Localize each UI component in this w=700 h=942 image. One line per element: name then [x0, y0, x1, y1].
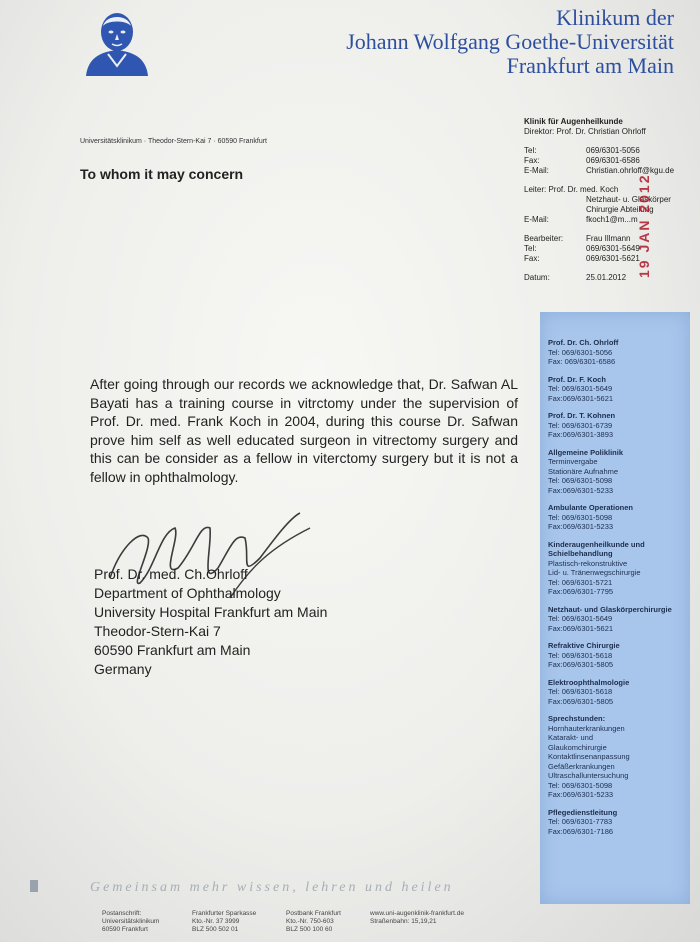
signature-block: [94, 565, 327, 679]
sidebar-group-line: Gefäßerkrankungen: [548, 761, 615, 771]
sidebar-group-line: Tel: 069/6301-5618: [548, 650, 613, 660]
sidebar-group-line: Fax:069/6301-5233: [548, 522, 614, 531]
sidebar-group-line: Tel: 069/6301-7783: [548, 817, 613, 826]
sidebar-group-line: Tel: 069/6301-6739: [548, 420, 613, 430]
sidebar-group-line: Tel: 069/6301-5649: [548, 614, 613, 623]
contact-row: Fax: 069/6301-6586: [524, 156, 640, 165]
leiter-line: Leiter: Prof. Dr. med. Koch: [524, 185, 619, 194]
sidebar-group-line: Fax:069/6301-7186: [548, 826, 614, 836]
institution-line: Klinikum der: [556, 5, 674, 30]
sidebar-group-line: Fax:069/6301-3893: [548, 430, 614, 439]
sidebar-group: [548, 540, 686, 597]
sidebar-group-line: Glaukomchirurgie: [548, 742, 607, 752]
sidebar-group: [548, 338, 686, 367]
sidebar-group: [548, 678, 686, 707]
signature-line: University Hospital Frankfurt am Main: [94, 604, 328, 620]
sidebar-group-line: Fax:069/6301-5233: [548, 790, 614, 799]
sidebar-group-line: Tel: 069/6301-5618: [548, 687, 613, 696]
sidebar-group-line: Fax:069/6301-5805: [548, 660, 614, 669]
sidebar-group-line: Fax:069/6301-5233: [548, 485, 614, 495]
contact-row: E-Mail: Christian.ohrloff@kgu.de: [524, 166, 675, 175]
contact-row: Fax: 069/6301-5621: [524, 254, 640, 263]
sidebar-group-heading: Allgemeine Poliklinik: [548, 447, 624, 457]
sidebar-group: [548, 503, 686, 532]
date-stamp: 19 JAN 2012: [636, 173, 652, 278]
footer-column: Postanschrift: Universitätsklinikum 60590 Frankfurt: [102, 910, 160, 933]
sidebar-group-heading: Prof. Dr. T. Kohnen: [548, 411, 616, 420]
footer-column: www.uni-augenklinik-frankfurt.de Straßenbahn: 15,19,21: [370, 910, 464, 925]
page-mark: [30, 880, 38, 892]
sidebar-group-line: Hornhauterkrankungen: [548, 723, 625, 733]
clinic-name: Klinik für Augenheilkunde: [524, 117, 623, 126]
institution-name: [346, 6, 674, 78]
letter-title: To whom it may concern: [80, 166, 244, 182]
sidebar-group-heading: Prof. Dr. F. Koch: [548, 374, 606, 384]
sidebar-group-heading: Netzhaut- und Glaskörperchirurgie: [548, 604, 672, 614]
director-line: Direktor: Prof. Dr. Christian Ohrloff: [524, 127, 646, 136]
letter-body: After going through our records we acknowledge that, Dr. Safwan AL Bayati has a training course in vitrctomy under the supervision of Prof. Dr. med. Frank Koch in 2004, during this course Dr. Safwan prove him self as well educated surgeon in vitrectomy surgery and this can be consider as a fellow in viterctomy surgery but it is not a fellow in ophthalmology.: [90, 376, 518, 485]
signature-line: 60590 Frankfurt am Main: [94, 642, 251, 658]
sidebar-group: [548, 641, 686, 670]
footer-column: Postbank Frankfurt Kto.-Nr. 750-603 BLZ 500 100 60: [286, 910, 341, 933]
signature-line: Prof. Dr. med. Ch.Ohrloff: [94, 566, 248, 582]
sidebar-group-line: Terminvergabe: [548, 457, 598, 466]
sidebar-group-line: Fax:069/6301-5805: [548, 696, 614, 706]
sidebar-group-line: Tel: 069/6301-5056: [548, 347, 613, 357]
sidebar-group-heading: Prof. Dr. Ch. Ohrloff: [548, 338, 619, 347]
signature-line: Department of Ophthalmology: [94, 585, 281, 601]
sidebar-group: [548, 808, 686, 837]
sidebar-group: [548, 605, 686, 634]
return-address: Universitätsklinikum · Theodor-Stern-Kai 7 · 60590 Frankfurt: [80, 138, 268, 145]
sidebar-group-heading: Ambulante Operationen: [548, 503, 634, 512]
sidebar-group-heading: Kinderaugenheilkunde und Schielbehandlung: [548, 539, 645, 558]
sidebar-group-line: Tel: 069/6301-5649: [548, 384, 613, 393]
sidebar-group-line: Tel: 069/6301-5098: [548, 476, 613, 485]
sidebar-group-line: Tel: 069/6301-5098: [548, 512, 613, 522]
sidebar-group-line: Fax: 069/6301-6586: [548, 357, 616, 366]
footer-column: Frankfurter Sparkasse Kto.-Nr. 37 3999 BLZ 500 502 01: [192, 910, 257, 933]
sidebar-group-heading: Elektroophthalmologie: [548, 677, 630, 687]
motto: Gemeinsam mehr wissen, lehren und heilen: [90, 880, 454, 895]
signature-line: Germany: [94, 661, 152, 677]
sidebar-group: [548, 411, 686, 440]
sidebar-group-heading: Sprechstunden:: [548, 714, 606, 723]
contact-row: E-Mail: fkoch1@m...m: [524, 215, 638, 224]
sidebar-group-line: Tel: 069/6301-5721: [548, 577, 613, 587]
institution-line: Johann Wolfgang Goethe-Universität: [346, 29, 674, 54]
sidebar-group-heading: Pflegedienstleitung: [548, 807, 618, 817]
letterhead-contact-block: Klinik für Augenheilkunde Direktor: Prof. Dr. Christian Ohrloff Tel: 069/6301-5056 Fax: 069/6301-6586 E-Mail: Christian.ohrloff@kgu.de Leiter: Prof. Dr. med. Koch Netzhaut- u. Glaskörper Chirurgie Abteilung E-Mail: fkoch1@m...m Bearbeiter: Frau Illmann Tel: 069/6301-5649 Fax: 069/6301-5621 Datum: 25.01.2012: [524, 117, 694, 283]
institution-line: Frankfurt am Main: [506, 53, 674, 78]
sidebar-group-line: Lid- u. Tränenwegschirurgie: [548, 568, 641, 577]
date-row: Datum: 25.01.2012: [524, 273, 627, 282]
sidebar-group-line: Ultraschalluntersuchung: [548, 771, 629, 780]
department-sidebar: [540, 312, 690, 904]
sidebar-group: [548, 448, 686, 496]
contact-row: Tel: 069/6301-5056: [524, 146, 640, 155]
sidebar-group: [548, 714, 686, 800]
sidebar-group-line: Stationäre Aufnahme: [548, 466, 619, 476]
signature-line: Theodor-Stern-Kai 7: [94, 623, 221, 639]
contact-row: Bearbeiter: Frau Illmann: [524, 234, 631, 243]
sidebar-group-line: Katarakt- und: [548, 733, 594, 742]
contact-row: Tel: 069/6301-5649: [524, 244, 640, 253]
sidebar-group-line: Plastisch-rekonstruktive: [548, 558, 628, 568]
sidebar-group-line: Kontaktlinsenanpassung: [548, 752, 630, 761]
sidebar-group-heading: Refraktive Chirurgie: [548, 641, 620, 650]
sidebar-group-line: Fax:069/6301-5621: [548, 393, 614, 403]
sidebar-group-line: Fax:069/6301-7795: [548, 587, 614, 596]
sidebar-group-line: Fax:069/6301-5621: [548, 623, 614, 633]
sidebar-group: [548, 375, 686, 404]
goethe-portrait-logo: [78, 8, 156, 76]
sidebar-group-line: Tel: 069/6301-5098: [548, 780, 613, 790]
